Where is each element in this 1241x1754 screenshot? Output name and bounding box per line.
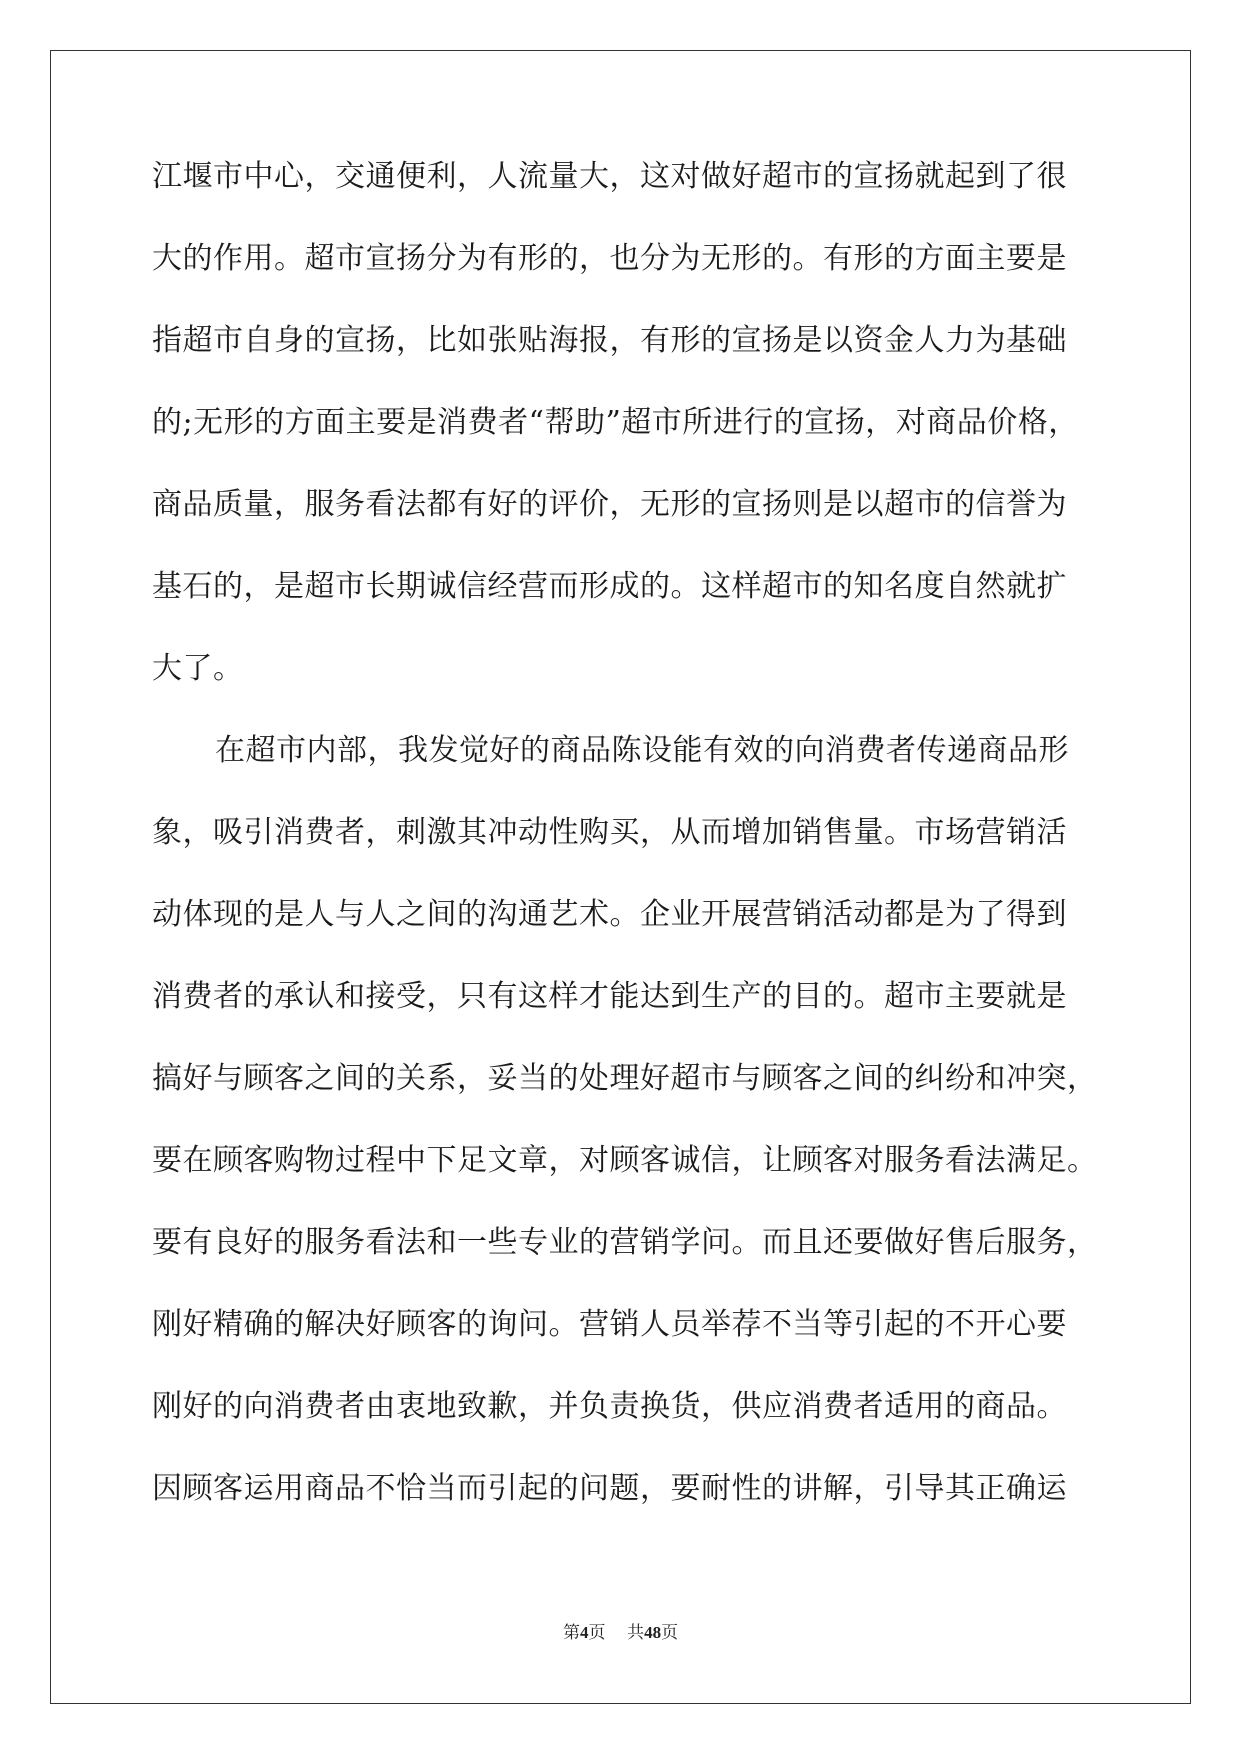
total-pages: 48 bbox=[644, 1623, 662, 1642]
body-line: 大的作用。超市宣扬分为有形的，也分为无形的。有形的方面主要是 bbox=[152, 241, 1067, 276]
page-number: 4 bbox=[579, 1623, 589, 1642]
paragraph-start-line: 在超市内部，我发觉好的商品陈设能有效的向消费者传递商品形 bbox=[215, 733, 1069, 768]
body-line: 的;无形的方面主要是消费者“帮助”超市所进行的宣扬，对商品价格， bbox=[152, 405, 1079, 440]
total-suffix: 页 bbox=[661, 1623, 679, 1643]
total-prefix: 共 bbox=[627, 1623, 645, 1643]
document-body bbox=[152, 159, 1102, 1556]
body-line: 动体现的是人与人之间的沟通艺术。企业开展营销活动都是为了得到 bbox=[152, 897, 1067, 932]
body-line: 基石的，是超市长期诚信经营而形成的。这样超市的知名度自然就扩 bbox=[152, 569, 1067, 604]
body-line: 要在顾客购物过程中下足文章，对顾客诚信，让顾客对服务看法满足。 bbox=[152, 1143, 1098, 1178]
page-footer bbox=[0, 1623, 1241, 1643]
body-line: 消费者的承认和接受，只有这样才能达到生产的目的。超市主要就是 bbox=[152, 979, 1067, 1014]
body-line: 江堰市中心，交通便利，人流量大，这对做好超市的宣扬就起到了很 bbox=[152, 159, 1067, 194]
body-line: 刚好精确的解决好顾客的询问。营销人员举荐不当等引起的不开心要 bbox=[152, 1307, 1067, 1342]
body-line: 商品质量，服务看法都有好的评价，无形的宣扬则是以超市的信誉为 bbox=[152, 487, 1067, 522]
page-suffix: 页 bbox=[588, 1623, 606, 1643]
body-line: 搞好与顾客之间的关系，妥当的处理好超市与顾客之间的纠纷和冲突， bbox=[152, 1061, 1098, 1096]
body-line: 指超市自身的宣扬，比如张贴海报，有形的宣扬是以资金人力为基础 bbox=[152, 323, 1067, 358]
body-line: 要有良好的服务看法和一些专业的营销学问。而且还要做好售后服务， bbox=[152, 1225, 1098, 1260]
body-line: 大了。 bbox=[152, 651, 244, 686]
body-line: 象，吸引消费者，刺激其冲动性购买，从而增加销售量。市场营销活 bbox=[152, 815, 1067, 850]
body-line: 刚好的向消费者由衷地致歉，并负责换货，供应消费者适用的商品。 bbox=[152, 1389, 1067, 1424]
body-line: 因顾客运用商品不恰当而引起的问题，要耐性的讲解，引导其正确运 bbox=[152, 1471, 1067, 1506]
page-prefix: 第 bbox=[562, 1623, 580, 1643]
